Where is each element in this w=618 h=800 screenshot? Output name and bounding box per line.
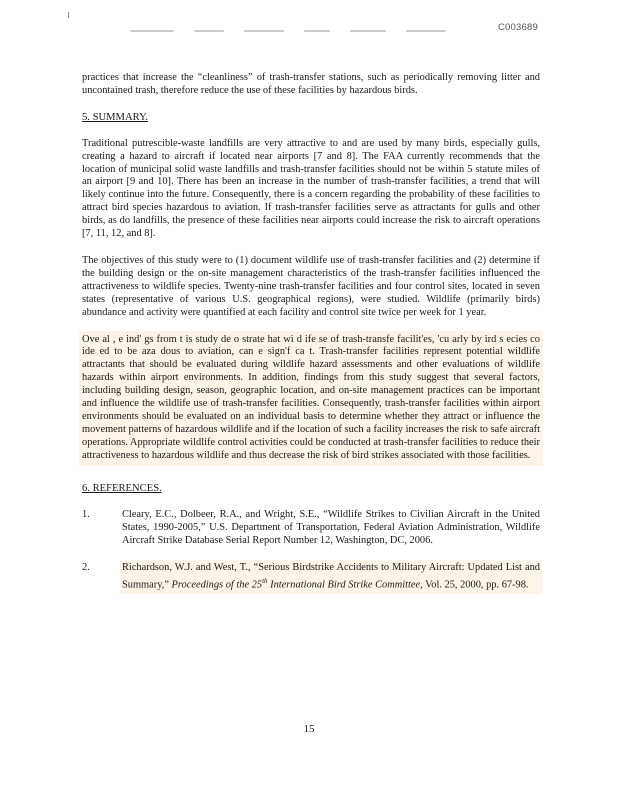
summary-paragraph-1: Traditional putrescible-waste landfills are very attractive to and are used by many birds, especially gulls, creating a hazard to aircraft if located near airports [7 and 8]. The FAA currently recommends that the location of municipal solid waste landfills and trash-transfer facilities should not be within 5 statute miles of an airport [9 and 10]. There has been an increase in the number of trash-transfer facilities, a trend that will likely continue into the future. Consequently, there is a concern regarding the probability of these facilities to attract bird species hazardous to aviation. If trash-transfer facilities serve as attractants for gulls and other birds, as do landfills, the presence of these facilities near airports could increase the risk to aircraft operations [7, 11, 12, and 8].: [82, 137, 540, 240]
scan-mark: [68, 12, 69, 18]
page-number: 15: [303, 723, 315, 735]
reference-item: [82, 562, 540, 592]
reference-text: [122, 562, 540, 592]
reference-authors-title: Richardson, W.J. and West, T., “Serious Birdstrike Accidents to Military Aircraft: Updated List and Summary,”: [122, 562, 540, 591]
summary-paragraph-2: The objectives of this study were to (1) document wildlife use of trash-transfer facilities and (2) determine if the building design or the on-site management characteristics of the trash-transfer facilities influenced the attractiveness to wildlife species. Twenty-nine trash-transfer facilities and four control sites, located in seven states (representative of various U.S. geographical regions), were studied. Wildlife (primarily birds) abundance and activity were quantified at each facility and control site twice per week for 1 year.: [82, 254, 540, 318]
page-content: [82, 72, 540, 606]
reference-volume: , Vol. 25, 2000, pp. 67-98.: [420, 579, 529, 591]
references-heading: 6. REFERENCES.: [82, 482, 162, 494]
reference-proceedings: Proceedings of the 25: [171, 579, 263, 591]
reference-number: 2.: [82, 562, 90, 574]
intro-paragraph: practices that increase the “cleanliness” of trash-transfer stations, such as periodically removing litter and uncontained trash, therefore reduce the use of these facilities by hazardous birds.: [82, 72, 540, 96]
summary-heading: 5. SUMMARY.: [82, 111, 149, 123]
reference-superscript: th: [262, 577, 268, 586]
header-scribble: [130, 27, 510, 35]
reference-text: Cleary, E.C., Dolbeer, R.A., and Wright, S.E., “Wildlife Strikes to Civilian Aircraft in the United States, 1990-2005,” U.S. Department of Transportation, Federal Aviation Administration, Wildlife Aircraft Strike Database Serial Report Number 12, Washington, DC, 2006.: [122, 509, 540, 547]
summary-paragraph-3: Ove al , e ind' gs from t is study de o strate hat wi d ife se of trash-transfe facilit'es, 'cu arly by ird s ecies co ide ed to be aza dous to aviation, can e sign'f ca t. Trash-transfer facilities represent potential wildlife attractants that should be evaluated during wildlife hazard assessments and other evaluations of wildlife hazards within airport environments. In addition, findings from this study suggest that several factors, including building design, season, geographic location, and on-site management practices can be important and influence the wildlife use of trash-transfer facilities. Consequently, trash-transfer facilities within airport environments should be evaluated on an individual basis to determine whether they attract or influence the movement patterns of hazardous wildlife and if the location of such a facility increases the risk to safe aircraft operations. Appropriate wildlife control activities could be conducted at trash-transfer facilities to reduce their attractiveness to hazardous wildlife and thus decrease the risk of bird strikes associated with those facilities.: [82, 333, 540, 461]
reference-item: [82, 509, 540, 548]
reference-number: 1.: [82, 509, 90, 521]
reference-committee: International Bird Strike Committee: [267, 579, 421, 591]
document-id: C003689: [498, 22, 538, 33]
